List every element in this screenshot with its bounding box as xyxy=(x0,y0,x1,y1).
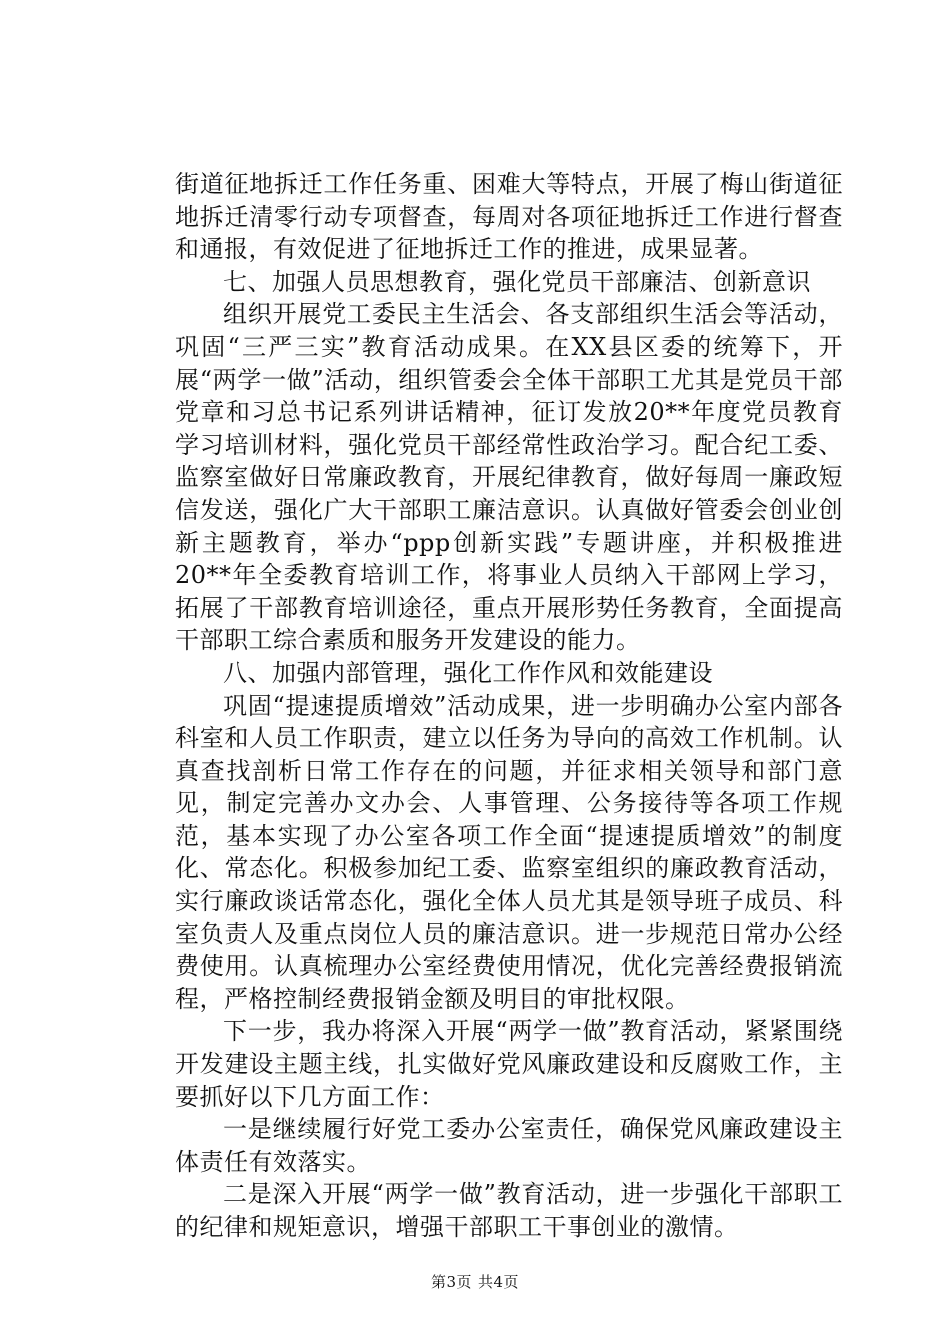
section-heading-8: 八、加强内部管理，强化工作作风和效能建设 xyxy=(223,658,713,687)
paragraph-continuation: 街道征地拆迁工作任务重、困难大等特点，开展了梅山街道征地拆迁清零行动专项督查，每周对各项征地拆迁工作进行督查和通报，有效促进了征地拆迁工作的推进，成果显著。 xyxy=(175,170,843,264)
paragraph-next-steps: 下一步，我办将深入开展“两学一做”教育活动，紧紧围绕开发建设主题主线，扎实做好党风廉政建设和反腐败工作，主要抓好以下几方面工作： xyxy=(175,1017,843,1111)
document-body xyxy=(175,168,843,1244)
page-total: 共4页 xyxy=(478,1273,520,1291)
section-heading-7: 七、加强人员思想教育，强化党员干部廉洁、创新意识 xyxy=(223,267,811,296)
paragraph-item-2: 二是深入开展“两学一做”教育活动，进一步强化干部职工的纪律和规矩意识，增强干部职工干事创业的激情。 xyxy=(175,1180,843,1241)
page-footer xyxy=(0,1272,950,1292)
paragraph-section-8: 巩固“提速提质增效”活动成果，进一步明确办公室内部各科室和人员工作职责，建立以任务为导向的高效工作机制。认真查找剖析日常工作存在的问题，并征求相关领导和部门意见，制定完善办文办会、人事管理、公务接待等各项工作规范，基本实现了办公室各项工作全面“提速提质增效”的制度化、常态化。积极参加纪工委、监察室组织的廉政教育活动，实行廉政谈话常态化，强化全体人员尤其是领导班子成员、科室负责人及重点岗位人员的廉洁意识。进一步规范日常办公经费使用。认真梳理办公室经费使用情况，优化完善经费报销流程，严格控制经费报销金额及明目的审批权限。 xyxy=(175,691,843,1013)
paragraph-section-7: 组织开展党工委民主生活会、各支部组织生活会等活动，巩固“三严三实”教育活动成果。在XX县区委的统筹下，开展“两学一做”活动，组织管委会全体干部职工尤其是党员干部党章和习总书记系列讲话精神，征订发放20**年度党员教育学习培训材料，强化党员干部经常性政治学习。配合纪工委、监察室做好日常廉政教育，开展纪律教育，做好每周一廉政短信发送，强化广大干部职工廉洁意识。认真做好管委会创业创新主题教育，举办“ppp创新实践”专题讲座，并积极推进20**年全委教育培训工作，将事业人员纳入干部网上学习，拓展了干部教育培训途径，重点开展形势任务教育，全面提高干部职工综合素质和服务开发建设的能力。 xyxy=(175,300,843,655)
paragraph-item-1: 一是继续履行好党工委办公室责任，确保党风廉政建设主体责任有效落实。 xyxy=(175,1115,843,1176)
page-number: 第3页 xyxy=(430,1273,472,1291)
